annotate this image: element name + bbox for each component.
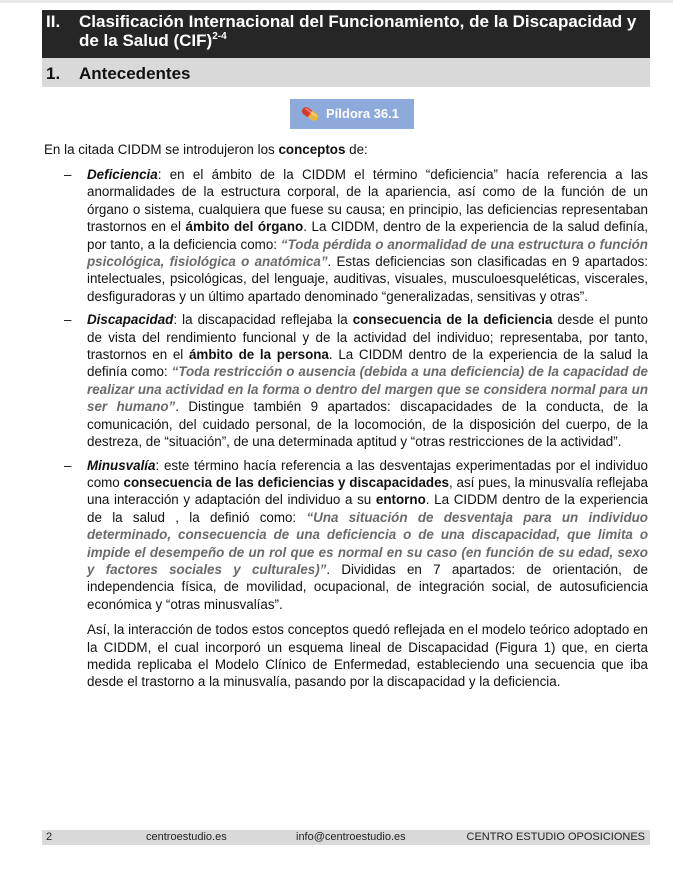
intro-tail: de: bbox=[345, 142, 368, 157]
page-footer bbox=[42, 830, 650, 845]
concepts-list bbox=[64, 166, 648, 691]
definition-quote: “Una situación de desventaja para un individuo determinado, consecuencia de una deficiencia o de una discapacidad, que limita o impide el desempeño de un rol que es normal en su caso (en función de su edad, sexo y factores sociales y culturales)” bbox=[87, 509, 648, 577]
list-item-discapacidad bbox=[64, 311, 648, 450]
text: : en el ámbito de la CIDDM el término “deficiencia” hacía referencia a las anormalidades de la estructura corporal, de la apariencia, así como de la función de un órgano o sistema, cualquiera que fuese su causa; en principio, las deficiencias representaban trastornos en el bbox=[87, 167, 648, 235]
footer-email-link[interactable]: info@centroestudio.es bbox=[296, 831, 406, 843]
pill-capsule-icon bbox=[300, 106, 320, 122]
text: desde el punto de vista del rendimiento funcional y de la actividad del individuo; representaba, por tanto, trastornos en el bbox=[87, 312, 649, 363]
term: Discapacidad bbox=[87, 312, 174, 328]
dash-bullet: – bbox=[64, 457, 72, 473]
text: , así pues, la minusvalía reflejaba una interacción y adaptación del individuo a su bbox=[87, 474, 648, 508]
section-title: Antecedentes bbox=[79, 64, 191, 83]
term: Deficiencia bbox=[87, 167, 158, 182]
text: : la discapacidad reflejaba la bbox=[173, 312, 353, 328]
bold-text: consecuencia de la deficiencia bbox=[352, 312, 553, 328]
list-item-minusvalia bbox=[64, 457, 648, 614]
term: Minusvalía bbox=[87, 457, 156, 473]
definition-quote: “Toda pérdida o anormalidad de una estructura o función psicológica, fisiológica o anatómica” bbox=[87, 236, 648, 270]
bold-text: ámbito del órgano bbox=[185, 219, 304, 235]
intro-text: En la citada CIDDM se introdujeron los bbox=[44, 142, 279, 157]
page-number: 2 bbox=[46, 831, 53, 843]
text: . La CIDDM dentro de la experiencia de la salud , la definió como: bbox=[87, 492, 648, 525]
dash-bullet: – bbox=[64, 312, 72, 328]
text: . Divididas en 7 apartados: de orientación, de independencia física, de movilidad, ocupacional, de integración social, de autosuficiencia económica y “otras minusvalías”. bbox=[87, 561, 648, 612]
top-strip bbox=[0, 0, 673, 3]
list-item-deficiencia bbox=[64, 166, 648, 305]
dash-bullet: – bbox=[64, 167, 72, 182]
chapter-reference: 2-4 bbox=[212, 31, 227, 42]
chapter-header bbox=[42, 10, 650, 58]
chapter-title-text: Clasificación Internacional del Funcionamiento, de la Discapacidad y de la Salud (CIF) bbox=[79, 12, 637, 50]
bold-text: ámbito de la persona bbox=[188, 347, 329, 363]
text: : este término hacía referencia a las desventajas experimentadas por el individuo como bbox=[87, 457, 648, 490]
text: . La CIDDM dentro de la experiencia de la salud la definía como: bbox=[87, 347, 648, 380]
closing-paragraph: Así, la interacción de todos estos conceptos quedó reflejada en el modelo teórico adoptado en la CIDDM, el cual incorporó un esquema lineal de Discapacidad (Figura 1) que, en cierta medida replicaba el Modelo Clínico de Enfermedad, estableciendo una secuencia que iba desde el trastorno a la minusvalía, pasando por la discapacidad y la deficiencia. bbox=[87, 622, 648, 690]
text: . Distingue también 9 apartados: discapacidades de la conducta, de la comunicación, del cuidado personal, de la locomoción, de la disposición del cuerpo, de la destreza, de “situación”, de una determinada aptitud y “otras restricciones de la actividad”. bbox=[87, 399, 649, 450]
bold-text: consecuencia de las deficiencias y discapacidades bbox=[123, 474, 450, 490]
pildora-label: Píldora 36.1 bbox=[326, 106, 399, 121]
intro-paragraph bbox=[44, 141, 648, 158]
footer-organization: CENTRO ESTUDIO OPOSICIONES bbox=[466, 831, 645, 843]
section-header bbox=[42, 58, 650, 87]
footer-website-link[interactable]: centroestudio.es bbox=[146, 831, 227, 843]
bold-text: entorno bbox=[375, 492, 426, 508]
intro-bold: conceptos bbox=[278, 142, 346, 157]
chapter-number: II. bbox=[46, 12, 61, 31]
pildora-button[interactable] bbox=[290, 99, 414, 129]
text: . Estas deficiencias son clasificadas en 9 apartados: intelectuales, psicológicas, del lenguaje, auditivas, visuales, musculoesqueléticas, viscerales, desfiguradoras y un último apartado denominado “generalizadas, sensitivas y otras”. bbox=[87, 254, 648, 304]
chapter-title bbox=[79, 12, 648, 50]
text: . La CIDDM, dentro de la experiencia de la salud definía, por tanto, a la deficiencia como: bbox=[87, 219, 648, 252]
section-number: 1. bbox=[46, 64, 61, 83]
definition-quote: “Toda restricción o ausencia (debida a una deficiencia) de la capacidad de realizar una actividad en la forma o dentro del margen que se considera normal para un ser humano” bbox=[87, 364, 648, 415]
